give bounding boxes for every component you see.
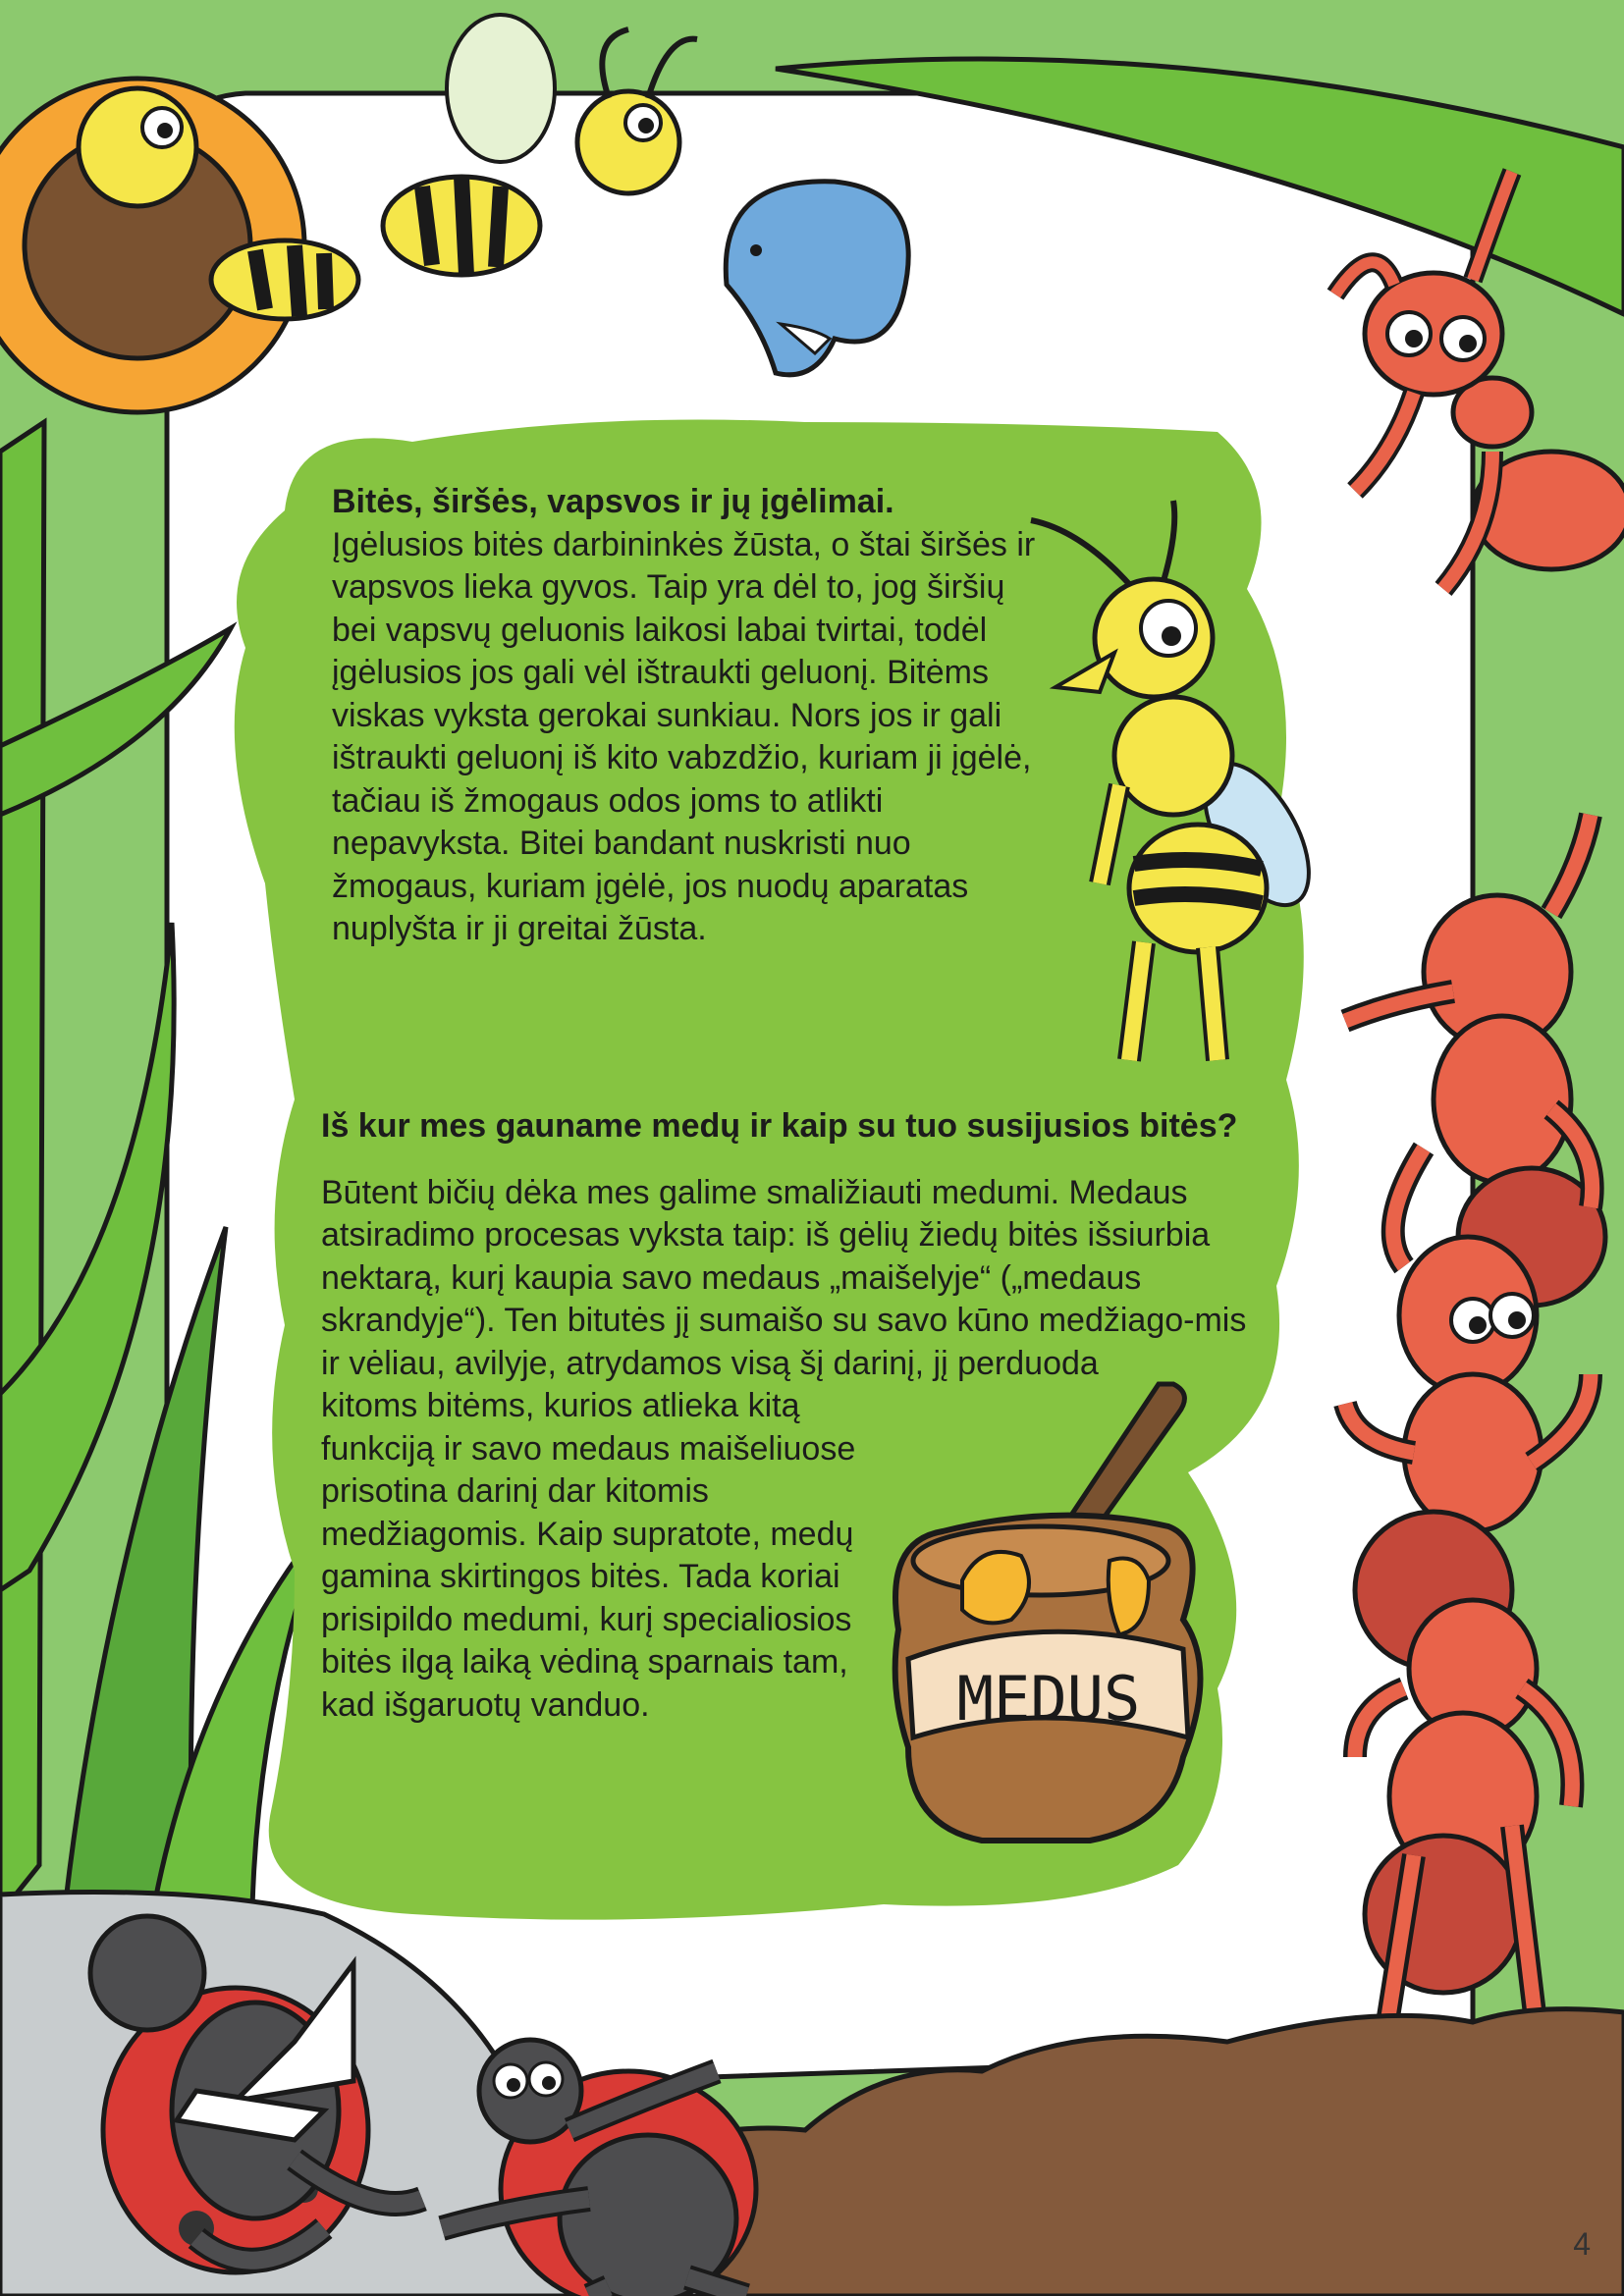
section-honey-heading: Iš kur mes gauname medų ir kaip su tuo susijusios bitės? — [321, 1107, 1238, 1145]
section-stings-heading: Bitės, širšės, vapsvos ir jų įgėlimai. — [332, 483, 894, 520]
left-stem — [0, 422, 44, 1914]
section-stings-body: Įgėlusios bitės darbininkės žūsta, o štai širšės ir vapsvos lieka gyvos. Taip yra dėl to, jog širšių bei vapsvų geluonis laikosi labai tvirtai, todėl įgėlusios jos gali vėl ištraukti geluonį. Bitėms viskas vyksta gerokai sunkiau. Nors jos ir gali ištraukti geluonį iš kito vabzdžio, kuriam ji įgėlė, tačiau iš žmogaus odos joms to atlikti nepavyksta. Bitei bandant nuskristi nuo žmogaus, kuriam įgėlė, jos nuodų aparatas nuplyšta ir ji greitai žūsta. — [332, 525, 1036, 947]
section-stings — [332, 481, 1039, 951]
section-honey — [321, 1105, 1273, 1727]
section-honey-body-top: Būtent bičių dėka mes galime smaližiauti medumi. Medaus atsiradimo procesas vyksta taip: iš gėlių žiedų bitės išsiurbia nektarą, kurį kaupia savo medaus „maišelyje“ („medaus skrandyje“). Ten bitutės jį sumaišo su savo kūno medžiago-mis ir vėliau, avilyje, atrydamos visą šį darinį, jį perduoda — [321, 1173, 1247, 1382]
section-honey-body-bottom: kitoms bitėms, kurios atlieka kitą funkciją ir savo medaus maišeliuose prisotina darinį dar kitomis medžiagomis. Kaip supratote, medų gamina skirtingos bitės. Tada koriai prisipildo medumi, kurį specialiosios bitės ilgą laiką vėdiną sparnais tam, kad išgaruotų vanduo. — [321, 1387, 856, 1724]
page-number: 4 — [1573, 2226, 1591, 2262]
honey-jar-label: MEDUS — [956, 1663, 1141, 1735]
